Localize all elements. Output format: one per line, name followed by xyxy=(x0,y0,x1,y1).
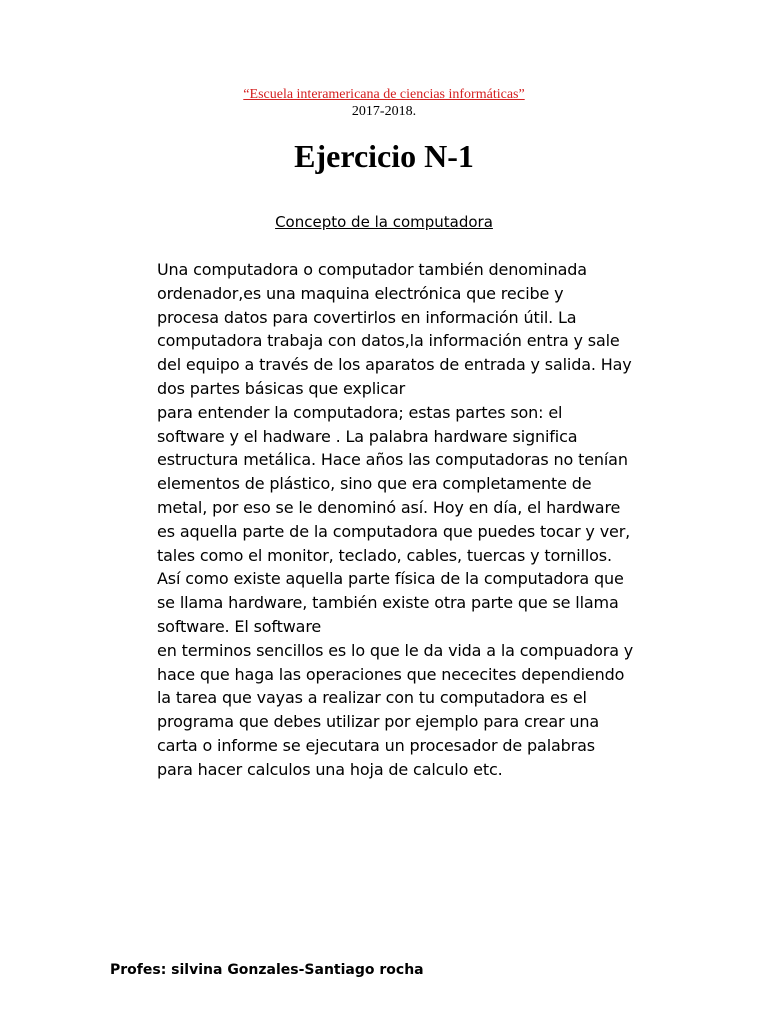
body-line: es aquella parte de la computadora que puedes tocar y ver, xyxy=(157,521,631,541)
body-line: hace que haga las operaciones que nececites dependiendo xyxy=(157,664,625,684)
school-name: “Escuela interamericana de ciencias informáticas” xyxy=(243,87,525,102)
body-line: en terminos sencillos es lo que le da vida a la compuadora y xyxy=(157,640,634,660)
body-line: elementos de plástico, sino que era completamente de xyxy=(157,474,592,494)
body-line: ordenador,es una maquina electrónica que recibe y xyxy=(157,283,564,303)
body-line: metal, por eso se le denominó así. Hoy en día, el hardware xyxy=(157,497,621,517)
body-line: software y el hadware . La palabra hardware significa xyxy=(157,426,578,446)
section-subtitle: Concepto de la computadora xyxy=(275,213,493,231)
body-line: dos partes básicas que explicar xyxy=(157,378,406,398)
school-year: 2017-2018. xyxy=(351,104,417,119)
body-line: para entender la computadora; estas partes son: el xyxy=(157,402,563,422)
body-line: software. El software xyxy=(157,616,322,636)
body-line: estructura metálica. Hace años las computadoras no tenían xyxy=(157,450,628,470)
body-line: procesa datos para covertirlos en información útil. La xyxy=(157,307,577,327)
body-line: del equipo a través de los aparatos de entrada y salida. Hay xyxy=(157,355,632,375)
teachers-footer: Profes: silvina Gonzales-Santiago rocha xyxy=(110,962,424,978)
body-line: computadora trabaja con datos,la información entra y sale xyxy=(157,331,620,351)
body-line: programa que debes utilizar por ejemplo para crear una xyxy=(157,712,600,732)
body-line: Una computadora o computador también denominada xyxy=(157,260,587,279)
body-line: la tarea que vayas a realizar con tu computadora es el xyxy=(157,688,587,708)
page-title: Ejercicio N-1 xyxy=(294,138,474,174)
body-line: tales como el monitor, teclado, cables, tuercas y tornillos. xyxy=(157,545,612,565)
body-line: carta o informe se ejecutara un procesador de palabras xyxy=(157,735,595,755)
body-paragraph xyxy=(157,258,677,782)
body-line: Así como existe aquella parte física de la computadora que xyxy=(157,569,624,589)
body-line: se llama hardware, también existe otra parte que se llama xyxy=(157,593,619,613)
body-line: para hacer calculos una hoja de calculo etc. xyxy=(157,759,503,779)
